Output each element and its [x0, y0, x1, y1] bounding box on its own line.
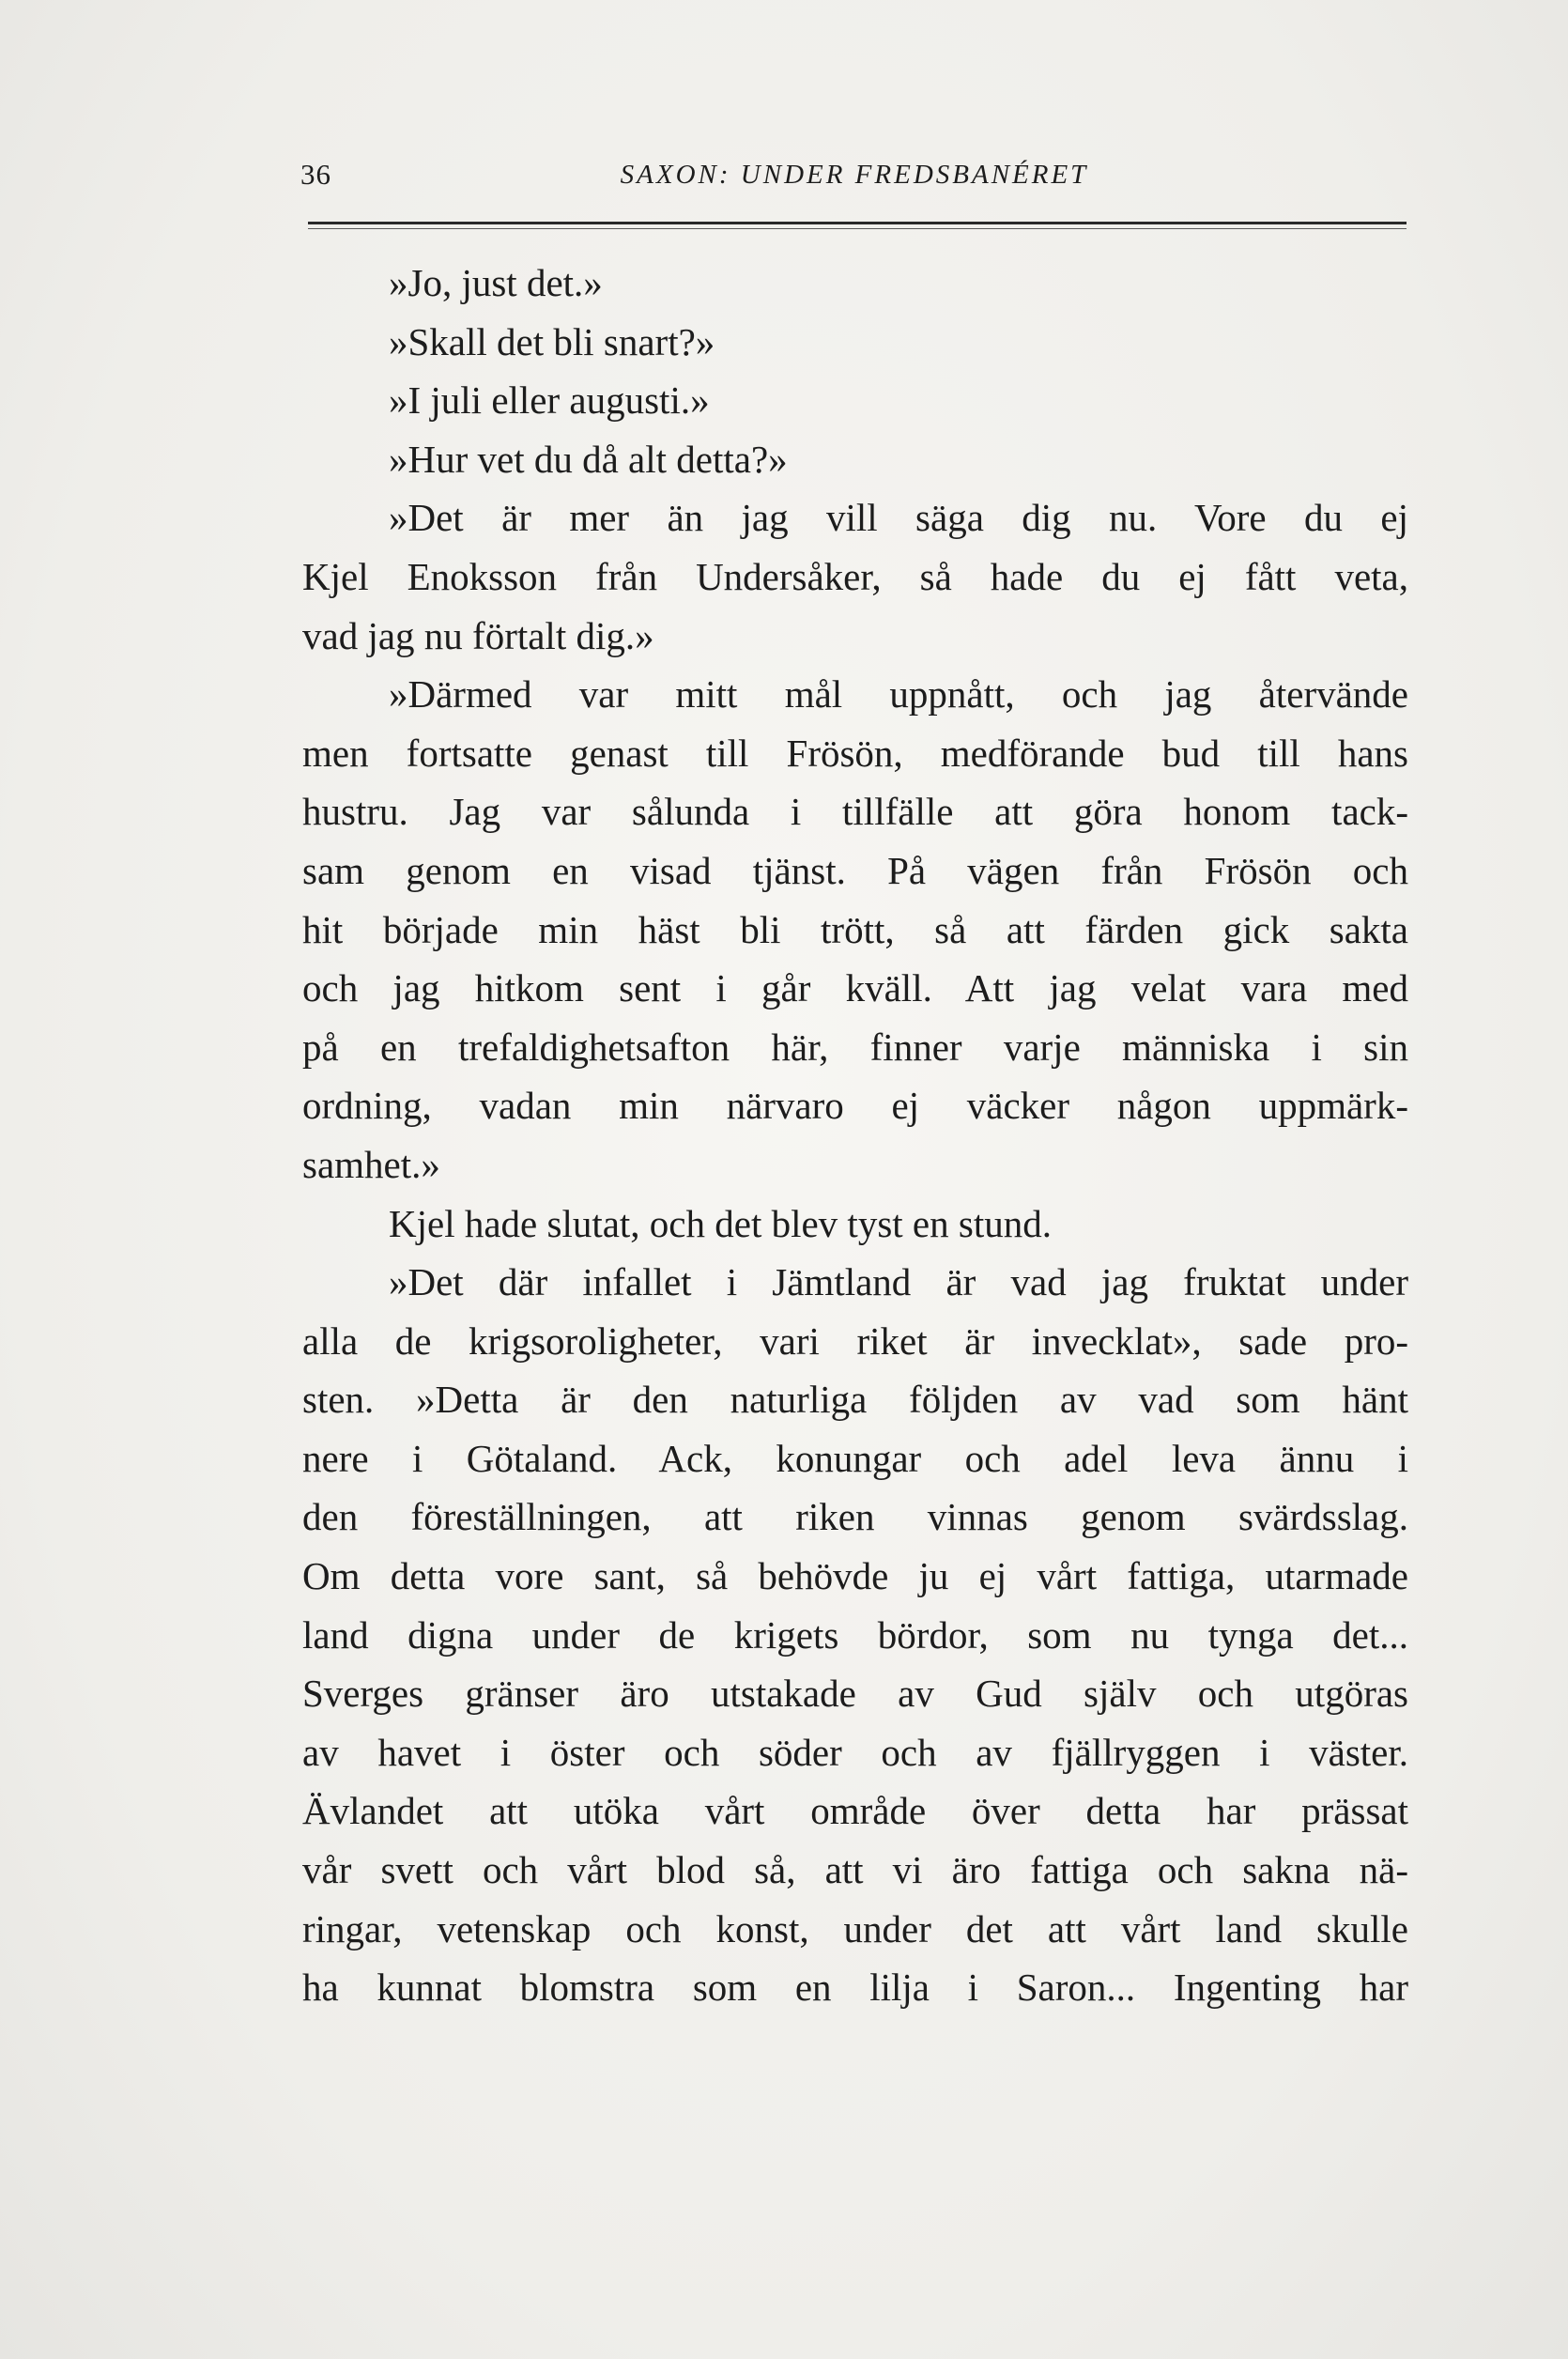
text-line: nere i Götaland. Ack, konungar och adel leva ännu i [302, 1436, 1408, 1480]
text-line: »Det där infallet i Jämtland är vad jag fruktat under [389, 1260, 1408, 1304]
text-line: Ävlandet att utöka vårt område över detta har prässat [302, 1789, 1408, 1833]
text-line: »Jo, just det.» [389, 261, 603, 304]
text-line: Om detta vore sant, så behövde ju ej vårt fattiga, utarmade [302, 1554, 1408, 1598]
header-rule-thin [308, 228, 1407, 229]
text-line: ordning, vadan min närvaro ej väcker någon uppmärk- [302, 1084, 1408, 1128]
body-text [302, 254, 1408, 2017]
text-line: vad jag nu förtalt dig.» [302, 613, 654, 657]
text-line: »Därmed var mitt mål uppnått, och jag återvände [389, 672, 1408, 717]
text-line: den föreställningen, att riken vinnas genom svärdsslag. [302, 1495, 1408, 1539]
text-line: sten. »Detta är den naturliga följden av vad som hänt [302, 1378, 1408, 1422]
text-line: »I juli eller augusti.» [389, 378, 710, 423]
text-line: land digna under de krigets bördor, som nu tynga det... [302, 1612, 1408, 1657]
text-line: Kjel hade slutat, och det blev tyst en stund. [389, 1201, 1052, 1245]
text-line: hit började min häst bli trött, så att färden gick sakta [302, 907, 1408, 951]
text-line: på en trefaldighetsafton här, finner varje människa i sin [302, 1025, 1408, 1069]
text-line: »Skall det bli snart?» [389, 319, 715, 363]
header-rule [308, 222, 1407, 224]
text-line: sam genom en visad tjänst. På vägen från Frösön och [302, 848, 1408, 892]
text-line: av havet i öster och söder och av fjällryggen i väster. [302, 1730, 1408, 1774]
page-header [300, 158, 1408, 195]
text-line: »Det är mer än jag vill säga dig nu. Vore du ej [389, 496, 1408, 540]
text-line: alla de krigsoroligheter, vari riket är invecklat», sade pro- [302, 1318, 1408, 1363]
text-line: samhet.» [302, 1142, 440, 1186]
page-number: 36 [300, 158, 331, 191]
text-line: Sverges gränser äro utstakade av Gud själv och utgöras [302, 1672, 1408, 1716]
text-line: ringar, vetenskap och konst, under det att vårt land skulle [302, 1906, 1408, 1950]
text-line: »Hur vet du då alt detta?» [389, 437, 788, 481]
text-line: Kjel Enoksson från Undersåker, så hade du ej fått veta, [302, 554, 1408, 598]
text-line: hustru. Jag var sålunda i tillfälle att göra honom tack- [302, 790, 1408, 834]
text-line: ha kunnat blomstra som en lilja i Saron... Ingenting har [302, 1966, 1408, 2010]
text-line: och jag hitkom sent i går kväll. Att jag velat vara med [302, 966, 1408, 1010]
text-line: men fortsatte genast till Frösön, medförande bud till hans [302, 731, 1408, 775]
running-head: SAXON: UNDER FREDSBANÉRET [620, 160, 1089, 190]
text-line: vår svett och vårt blod så, att vi äro fattiga och sakna nä- [302, 1848, 1408, 1892]
